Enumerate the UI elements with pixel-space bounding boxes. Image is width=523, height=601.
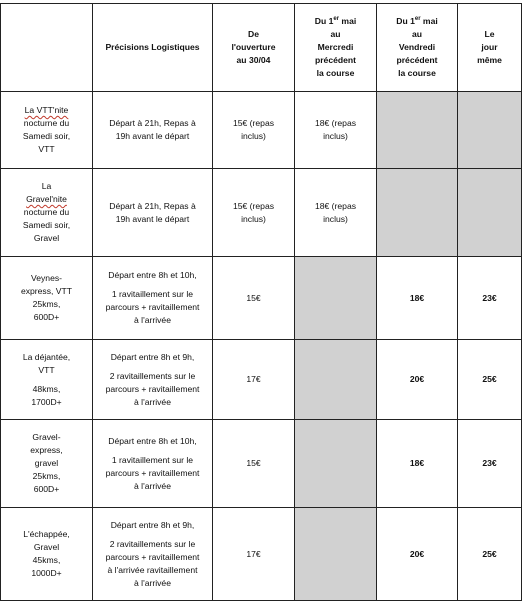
price-cell-may-friday: 20€ [377,508,458,601]
event-name-line: Samedi soir, [22,220,71,230]
unavailable-cell [295,257,377,340]
price-line: 18€ (repas [314,118,357,128]
logistics-line: Départ à 21h, Repas à [109,200,196,211]
header-text-line: De [248,29,259,39]
price-line: inclus) [241,213,266,224]
event-name-line: express, [30,445,63,455]
logistics-line: à l'arrivée [134,480,171,491]
header-text-part: Du 1 [396,16,415,26]
unavailable-cell [295,508,377,601]
header-may-wednesday-price [295,4,377,92]
unavailable-cell [295,340,377,420]
header-text-part: Du 1 [314,16,334,26]
header-text-line: la course [398,68,436,78]
unavailable-cell [458,92,522,169]
logistics-cell [93,420,213,508]
price-cell-same-day: 23€ [458,420,522,508]
logistics-line: parcours + ravitaillement [105,383,200,394]
price-cell-same-day: 25€ [458,508,522,601]
event-name-line: 600D+ [33,312,60,322]
header-text-line: au 30/04 [236,55,271,65]
event-name-line [4,193,89,206]
logistics-cell [93,92,213,169]
event-name-cell [1,169,93,257]
event-name-line: 45kms, [32,555,61,565]
event-name-line: 600D+ [33,484,60,494]
price-cell-opening [213,169,295,257]
logistics-line: parcours + ravitaillement [105,302,200,312]
event-name-line: nocturne du [23,118,70,128]
table-row [1,169,522,257]
table-row [1,340,522,420]
logistics-line: Départ entre 8h et 9h, [110,351,195,362]
logistics-line: Départ entre 8h et 10h, [108,270,197,280]
logistics-cell [93,257,213,340]
event-name-line: 1700D+ [31,396,62,407]
header-text-line: précédent [396,55,438,65]
price-line: inclus) [323,213,348,224]
event-name-line: Gravel- [32,432,61,442]
price-cell-may-friday: 18€ [377,257,458,340]
logistics-line: 19h avant le départ [115,131,190,141]
price-cell-may-wednesday [295,169,377,257]
header-logistics: Précisions Logistiques [93,4,213,92]
unavailable-cell [295,420,377,508]
table-row [1,420,522,508]
price-cell-opening: 17€ [213,508,295,601]
header-text-line [380,15,454,28]
event-name-cell [1,420,93,508]
event-name-line: 48kms, [32,383,61,394]
price-line: inclus) [323,131,348,141]
event-name-text: La VTT'nite [24,105,69,115]
event-name-cell [1,340,93,420]
logistics-line: 19h avant le départ [115,213,190,224]
header-text-line: précédent [314,55,357,65]
table-row [1,257,522,340]
logistics-line: parcours + ravitaillement [105,467,200,478]
price-cell-may-friday: 18€ [377,420,458,508]
event-name-line: L'échappée, [23,529,70,539]
logistics-line: à l'arrivée [134,577,171,588]
price-cell-opening [213,92,295,169]
header-opening-price [213,4,295,92]
event-name-cell [1,257,93,340]
event-name-line: Veynes- [30,273,63,283]
event-name-line: VTT [38,364,55,375]
header-text-line: même [477,55,502,65]
price-cell-opening: 15€ [213,257,295,340]
logistics-cell [93,169,213,257]
header-event [1,4,93,92]
price-cell-same-day: 23€ [458,257,522,340]
event-name-cell [1,92,93,169]
logistics-line: Départ entre 8h et 10h, [108,435,197,446]
header-text-line: Le [484,29,495,39]
header-text-line: Vendredi [398,42,436,52]
event-name-line: Gravel [33,542,60,552]
unavailable-cell [458,169,522,257]
event-name-line: VTT [38,144,55,154]
event-name-line: express, VTT [20,286,73,296]
header-superscript: er [333,16,340,23]
header-text-line: l'ouverture [231,42,276,52]
logistics-line: à l'arrivée [134,315,171,325]
price-line: 18€ (repas [314,200,357,211]
table-row [1,92,522,169]
price-cell-may-friday: 20€ [377,340,458,420]
header-text-line: jour [481,42,498,52]
pricing-table [0,3,522,601]
header-text-line: au [411,29,423,39]
price-cell-same-day: 25€ [458,340,522,420]
event-name-line: gravel [34,458,59,468]
logistics-line: 1 ravitaillement sur le [111,289,194,299]
header-text-part: mai [420,16,438,26]
event-name-line: La [41,181,52,191]
price-line: inclus) [241,131,266,141]
logistics-line: 2 ravitaillements sur le [109,538,196,549]
logistics-cell [93,508,213,601]
logistics-line: Départ entre 8h et 9h, [110,519,195,530]
unavailable-cell [377,92,458,169]
event-name-line: 1000D+ [31,568,62,578]
event-name-line: Samedi soir, [22,131,71,141]
logistics-line: Départ à 21h, Repas à [109,118,196,128]
table-row [1,508,522,601]
event-name-line: nocturne du [23,207,70,217]
header-text-line: Mercredi [317,42,354,52]
event-name-cell [1,508,93,601]
event-name-line [4,104,89,117]
header-same-day-price [458,4,522,92]
price-cell-opening: 15€ [213,420,295,508]
event-name-line: La déjantée, [22,351,71,362]
header-row [1,4,522,92]
header-text-line: la course [316,68,355,78]
header-superscript: er [414,16,421,23]
event-name-text: Gravel'nite [26,194,67,204]
header-text-part: mai [339,16,357,26]
logistics-cell [93,340,213,420]
logistics-line: parcours + ravitaillement [105,551,200,562]
logistics-line: à l'arrivée ravitaillement [107,564,198,575]
logistics-line: à l'arrivée [134,396,171,407]
price-line: 15€ (repas [232,118,275,128]
event-name-line: Gravel [33,233,60,243]
logistics-line: 1 ravitaillement sur le [111,454,194,465]
header-text-line: au [330,29,341,39]
header-text-line [298,15,373,28]
unavailable-cell [377,169,458,257]
price-line: 15€ (repas [232,200,275,211]
event-name-line: 25kms, [32,299,61,309]
event-name-line: 25kms, [32,471,61,481]
logistics-line: 2 ravitaillements sur le [109,370,196,381]
price-cell-may-wednesday [295,92,377,169]
header-may-friday-price [377,4,458,92]
price-cell-opening: 17€ [213,340,295,420]
